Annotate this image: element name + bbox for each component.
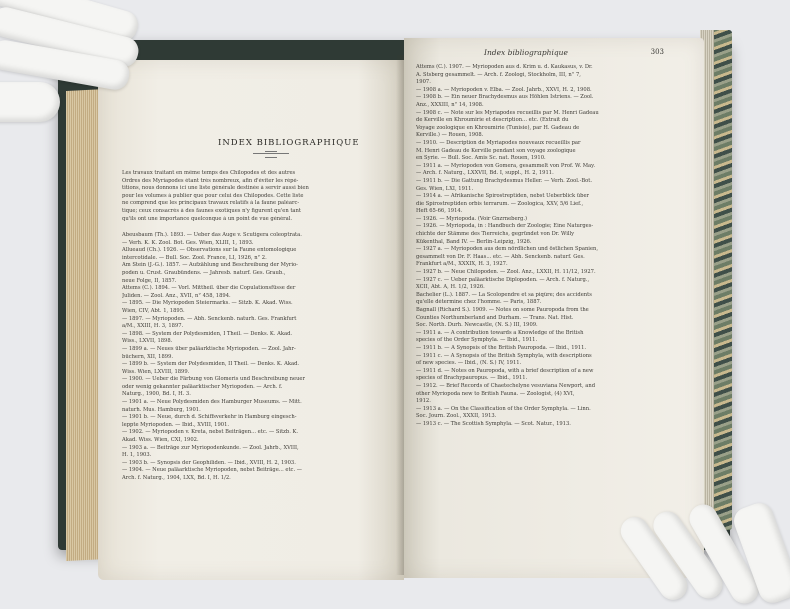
text-line: Akad. Wiss. Wien, CXI, 1902. xyxy=(122,437,199,444)
text-line: gesammelt von Dr. F. Haas... etc. — Abh. Senckenb. naturf. Ges. xyxy=(416,253,585,260)
text-line: — 1926. — Myriopoda. (Voir Gnzrneberg.) xyxy=(416,215,528,222)
text-line: — 1927 c. — Ueber paläarktische Diplopoden. — Arch. f. Naturg., xyxy=(416,276,590,283)
text-line: — 1926. — Myriopoda, in : Handbuch der Zoologie; Eine Naturges- xyxy=(416,223,594,230)
text-line: Soc. North. Durh. Newcastle, (N. S.) III, 1909. xyxy=(416,322,538,329)
left-page xyxy=(98,60,404,580)
text-line: H. 1, 1903. xyxy=(122,452,152,459)
text-line: — 1927 a. — Myriopoden aus dem nördlichen und östlichen Spanien, xyxy=(416,246,599,253)
text-line: Kerville.) — Rouen, 1908. xyxy=(416,132,484,139)
title-ornament-rule xyxy=(253,153,289,154)
text-line: M. Henri Gadeau de Kerville pendant son voyage zoologique xyxy=(416,147,576,154)
text-line: tique; ceux consacrés à des faunes exotiques n'y figurent qu'en tant xyxy=(122,207,301,214)
page-number: 303 xyxy=(650,48,664,56)
text-line: — 1908 a. — Myriopoden v. Elba. — Zool. Jahrb., XXVI, H. 2, 1908. xyxy=(416,86,592,93)
text-line: — 1904. — Neue paläarktische Myriopoden, nebst Beiträge... etc. — xyxy=(122,467,302,474)
text-line: Wiss. Wien, LXVIII, 1899. xyxy=(122,368,190,375)
text-line: naturh. Mus. Hamburg, 1901. xyxy=(122,406,201,413)
text-line: — 1901 a. — Neue Polydesmiden des Hamburger Museums. — Mitt. xyxy=(122,399,302,406)
text-line: — 1902. — Myriopoden v. Kreta, nebst Beiträgen... etc. — Sitzb. K. xyxy=(122,429,299,436)
text-line: de Kerville en Khroumirie et description... etc. (Extrait du xyxy=(416,117,569,124)
text-line: en Syrie. — Bull. Soc. Amis Sc. nat. Rouen, 1910. xyxy=(416,155,546,162)
right-display-hand xyxy=(620,503,790,593)
text-line: — 1897. — Myriopoden. — Abh. Senckenb. naturh. Ges. Frankfurt xyxy=(122,315,297,322)
text-line: species of Brachypauropus. — Ibid., 1911. xyxy=(416,375,528,382)
text-line: Attems (C.). 1907. — Myriopoden aus d. Krim u. d. Kaukasus, v. Dr. xyxy=(416,64,593,70)
text-line: — 1903 b. — Synopsis der Geophiliden. — Ibid., XVIII, H. 2, 1903. xyxy=(122,459,296,466)
text-line: Anz., XXXIII, n° 14, 1908. xyxy=(416,101,484,108)
text-line: — 1927 b. — Neue Chilopoden. — Zool. Anz., LXXII, H. 11/12, 1927. xyxy=(416,269,596,276)
right-bibliography-entries xyxy=(416,64,688,429)
text-line: — 1899 a. — Neues über paläarktische Myriopoden. — Zool. Jahr- xyxy=(122,345,296,352)
text-line: büchern, XII, 1899. xyxy=(122,353,174,360)
text-line: a/M., XXIII, H. 3, 1897. xyxy=(122,323,184,330)
text-line: Arch. f. Naturg., 1904, LXX, Bd. I, H. 1/2. xyxy=(122,475,231,481)
text-line: Attems (C.). 1894. — Vorl. Mittheil. über die Copulationsfüsse der xyxy=(122,285,296,292)
text-line: — 1911 c. — A Synopsis of the British Symphyla, with descriptions xyxy=(416,352,592,359)
text-line: — 1908 b. — Ein neuer Brachydesmus aus Höhlen Istriens. — Zool. xyxy=(416,94,594,101)
text-line: — 1899 b. — System der Polydesmiden, II Theil. — Denks. K. Akad. xyxy=(122,361,300,368)
running-header: Index bibliographique xyxy=(484,48,568,57)
intro-paragraph xyxy=(122,170,384,223)
text-line: Les travaux traitant en même temps des Chilopodes et des autres xyxy=(122,170,296,176)
text-line: Voyage zoologique en Khroumirie (Tunisie), par H. Gadeau de xyxy=(416,124,580,131)
text-line: neue Folge, II, 1857. xyxy=(122,277,177,284)
text-line: — Arch. f. Naturg., LXXVII, Bd. I, suppl., H. 2, 1911. xyxy=(416,170,554,177)
text-line: Juliden. — Zool. Anz., XVII, n° 458, 1894. xyxy=(122,292,231,299)
text-line: qu'ils ont une importance quelconque à un point de vue général. xyxy=(122,215,293,222)
text-line: — 1908 c. — Note sur les Myriapodes recueillis par M. Henri Gadeau xyxy=(416,109,599,116)
text-line: Frankfurt a/M., XXXIX, H. 3, 1927. xyxy=(416,261,508,268)
text-line: Am Stein (J.-G.). 1857. — Aufzählung und Beschreibung der Myrio- xyxy=(122,262,298,269)
text-line: species of the Order Symphyla. — Ibid., 1911. xyxy=(416,337,538,344)
text-line: — 1911 d. — Notes on Pauropoda, with a brief description of a new xyxy=(416,367,594,374)
text-line: chichte der Stämme des Tierreichs, gegründet von Dr. Willy xyxy=(416,231,575,238)
text-line: — 1903 a. — Beiträge zur Myriopodenkunde. — Zool. Jahrb., XVIII, xyxy=(122,444,299,451)
text-line: — Verh. K. K. Zool. Bot. Ges. Wien, XLIII, 1, 1893. xyxy=(122,239,254,246)
text-line: Wien, CIV, Abt. 1, 1895. xyxy=(122,307,185,314)
text-line: Wiss., LXVII, 1898. xyxy=(122,338,173,345)
text-line: poden u. Crust. Graubündens. — Jahresb. naturf. Ges. Graub., xyxy=(122,269,286,276)
text-line: XCII, Abt. A, H. 1/2, 1926. xyxy=(416,284,485,291)
text-line: Soc. Journ. Zool., XXXII, 1913. xyxy=(416,413,497,420)
text-line: — 1910. — Description de Myriapodes nouveaux recueillis par xyxy=(416,139,581,146)
text-line: qu'elle détermine chez l'homme. — Paris, 1887. xyxy=(416,299,542,306)
text-line: Heft 65-66, 1914. xyxy=(416,208,463,215)
text-line: of new species. — Ibid., (N. S.) IV, 1911. xyxy=(416,360,522,367)
right-page xyxy=(404,38,704,578)
text-line: 1912. xyxy=(416,398,431,405)
text-line: — 1911 b. — A Synopsis of the British Pauropoda. — Ibid., 1911. xyxy=(416,344,587,351)
text-line: pour les volumes à publier que pour celui des Chilopodes. Cette liste xyxy=(122,192,304,199)
text-line: Ordres des Myriapodes étant très nombreux, afin d'éviter les répé- xyxy=(122,177,299,184)
text-line: Ges. Wien, LXI, 1911. xyxy=(416,185,474,192)
text-line: — 1895. — Die Myriopoden Steiermarks. — Sitzb. K. Akad. Wiss. xyxy=(122,300,293,307)
text-line: — 1911 a. — Myriopoden von Gomera, gesammelt von Prof. W. May. xyxy=(416,162,596,169)
text-line: 1907. xyxy=(416,79,431,86)
left-display-hand xyxy=(0,0,160,130)
text-line: ne comprend que les principaux travaux relatifs à la faune paléarc- xyxy=(122,200,300,207)
text-line: oder wenig gekannter paläarktischer Myriopoden. — Arch. f. xyxy=(122,383,283,390)
text-line: Counties Northumberland and Durham. — Trans. Nat. Hist. xyxy=(416,314,574,321)
text-line: Kükenthal, Band IV. — Berlin-Leipzig, 1926. xyxy=(416,238,532,245)
text-line: Bachelier (L.). 1887. — La Scolopendre et sa piqûre; des accidents xyxy=(416,291,592,298)
text-line: Naturg., 1900, Bd. I, H. 3. xyxy=(122,391,191,398)
text-line: — 1900. — Ueber die Färbung von Glomeris und Beschreibung neuer xyxy=(122,376,305,383)
text-line: Abeusbaum (Th.). 1893. — Ueber das Auge v. Scutigera coleoptrata. xyxy=(122,232,302,238)
text-line: — 1913 c. — The Scottish Symphyla. — Scot. Natur., 1913. xyxy=(416,420,571,427)
text-line: — 1911 b. — Die Gattung Brachydesmus Heller. — Verh. Zool.-Bot. xyxy=(416,177,592,184)
text-line: intercotidale. — Bull. Soc. Zool. France, LI, 1926, n° 2. xyxy=(122,254,267,261)
index-title: INDEX BIBLIOGRAPHIQUE xyxy=(218,138,360,148)
text-line: leppte Myriopoden. — Ibid., XVIII, 1901. xyxy=(122,421,230,428)
text-line: titions, nous donnons ici une liste générale destinée à servir aussi bien xyxy=(122,185,309,192)
text-line: other Myriopoda new to British Fauna. — Zoologist, (4) XVI, xyxy=(416,390,575,397)
text-line: — 1914 a. — Afrikanische Spirostreptiden, nebst Ueberblick über xyxy=(416,193,590,200)
text-line: A. Stsberg gesammelt. — Arch. f. Zoologi, Stockholm, III, n° 7, xyxy=(416,71,581,78)
left-bibliography-entries xyxy=(122,232,384,483)
text-line: Allueaud (Ch.). 1926. — Observations sur la Faune entomologique xyxy=(122,247,297,254)
text-line: die Spirostreptiden orbis terrarum. — Zoologica, XXV, 5/6 Lief., xyxy=(416,200,584,207)
text-line: — 1898. — System der Polydesmiden, I Theil. — Denks. K. Akad. xyxy=(122,330,293,337)
text-line: — 1912. — Brief Records of Chaetechelyne vesuviana Newport, and xyxy=(416,382,596,389)
text-line: Bagnall (Richard S.). 1909. — Notes on some Pauropoda from the xyxy=(416,307,589,313)
text-line: — 1911 a. — A contribution towards a Knowledge of the British xyxy=(416,329,584,336)
text-line: — 1913 a. — On the Classification of the Order Symphyla. — Linn. xyxy=(416,405,591,412)
text-line: — 1901 b. — Neue, durch d. Schiffsverkehr in Hamburg eingesch- xyxy=(122,414,297,421)
